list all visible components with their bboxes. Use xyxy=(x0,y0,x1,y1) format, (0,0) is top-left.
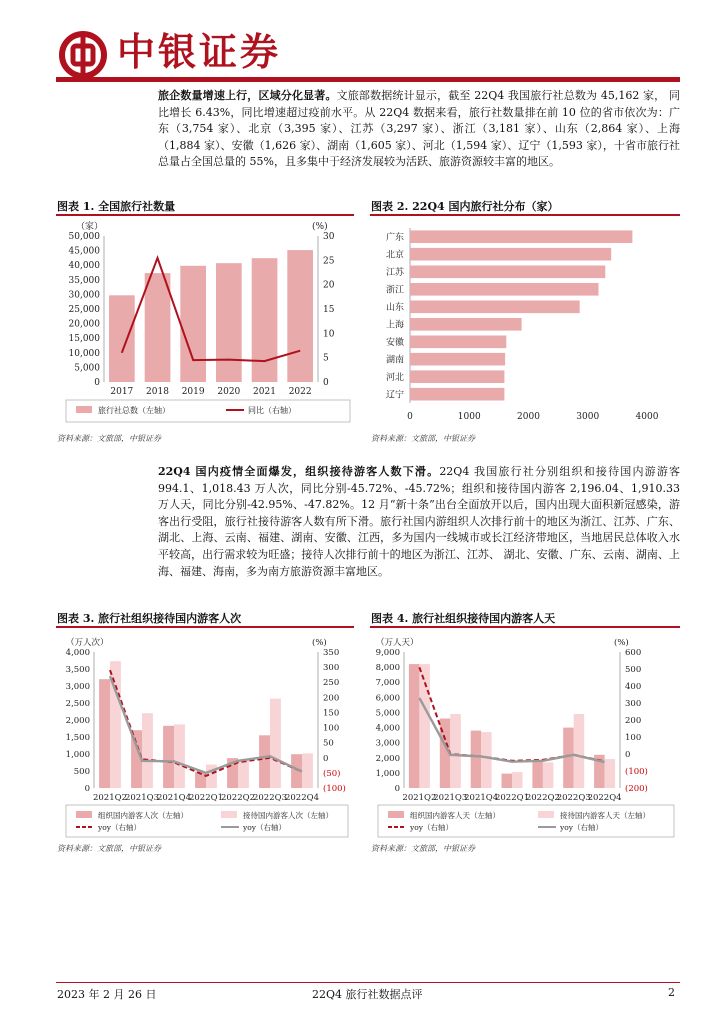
legend-swatch xyxy=(76,406,92,413)
left-tick-label: 3,000 xyxy=(65,682,90,692)
left-tick-label: 4,000 xyxy=(65,648,90,658)
bar-2 xyxy=(605,759,616,788)
x-tick-label: 2022Q2 xyxy=(525,793,560,803)
bank-of-china-logo-icon xyxy=(58,30,108,80)
right-tick-label: 400 xyxy=(625,682,642,692)
left-tick-label: 0 xyxy=(394,784,400,794)
left-tick-label: 50,000 xyxy=(68,232,100,242)
right-axis-unit: (%) xyxy=(312,222,328,232)
left-tick-label: 10,000 xyxy=(68,348,100,359)
right-tick-label: 30 xyxy=(323,232,335,242)
bar xyxy=(410,266,605,279)
category-label: 河北 xyxy=(385,372,404,383)
bar-2 xyxy=(574,714,585,788)
category-label: 广东 xyxy=(385,232,404,243)
left-tick-label: 3,000 xyxy=(375,738,400,749)
fig3-title: 图表 3. 旅行社组织接待国内游客人次 xyxy=(57,612,242,625)
paragraph-travel-agency-count xyxy=(158,88,680,171)
bar-1 xyxy=(216,263,242,382)
bar-2 xyxy=(543,762,554,788)
bar-1 xyxy=(471,731,482,788)
x-tick-label: 2021Q3 xyxy=(433,793,468,803)
bar-1 xyxy=(259,735,270,788)
category-label: 北京 xyxy=(385,250,404,261)
fig1-chart xyxy=(56,218,356,430)
left-tick-label: 1,500 xyxy=(65,733,90,743)
left-axis-unit: （万人天） xyxy=(376,638,419,648)
bar-1 xyxy=(532,762,543,788)
legend-label: 组织国内游客人天（左轴） xyxy=(410,811,500,820)
fig2-title-rule xyxy=(370,214,680,216)
x-tick-label: 2022Q4 xyxy=(587,793,622,803)
left-tick-label: 20,000 xyxy=(68,319,100,330)
bar-1 xyxy=(99,679,110,788)
right-tick-label: 250 xyxy=(323,678,340,689)
right-tick-label: 100 xyxy=(625,733,642,743)
legend-swatch xyxy=(388,811,404,818)
left-tick-label: 40,000 xyxy=(68,261,100,272)
bar xyxy=(410,248,611,261)
right-tick-label: 10 xyxy=(323,329,335,340)
left-tick-label: 2,500 xyxy=(65,699,90,709)
legend-swatch xyxy=(538,811,554,818)
category-label: 江苏 xyxy=(385,267,404,278)
paragraph-tourist-decline xyxy=(158,464,680,580)
footer-rule xyxy=(56,982,680,983)
legend-label: 同比（右轴） xyxy=(248,406,296,415)
x-tick-label: 2017 xyxy=(110,387,134,397)
x-tick-label: 4000 xyxy=(635,412,659,422)
right-tick-label: 200 xyxy=(625,716,642,726)
x-tick-label: 2021Q2 xyxy=(402,793,437,803)
x-tick-label: 2022Q2 xyxy=(220,793,256,803)
bar-2 xyxy=(174,724,185,788)
left-tick-label: 1,000 xyxy=(375,768,400,779)
paragraph-lead: 旅企数量增速上行，区域分化显著。 xyxy=(158,89,337,102)
bar xyxy=(410,370,504,383)
x-tick-label: 2022Q3 xyxy=(556,793,591,803)
bar-1 xyxy=(180,266,206,382)
right-tick-label: 300 xyxy=(323,663,340,674)
legend-label: yoy（右轴） xyxy=(560,823,603,832)
bar-1 xyxy=(502,774,513,788)
right-tick-label: (100) xyxy=(323,784,346,794)
category-label: 山东 xyxy=(385,302,404,313)
right-tick-label: 350 xyxy=(323,648,340,658)
legend-label: 旅行社总数（左轴） xyxy=(98,406,170,415)
bar-2 xyxy=(238,760,249,788)
footer-page-number: 2 xyxy=(668,986,675,999)
brand-name: 中银证券 xyxy=(117,30,282,74)
right-tick-label: 5 xyxy=(323,353,329,364)
right-tick-label: 20 xyxy=(323,280,335,291)
bar-2 xyxy=(302,753,313,788)
legend-label: 组织国内游客人次（左轴） xyxy=(98,811,188,820)
bar-1 xyxy=(109,295,135,382)
right-tick-label: 25 xyxy=(323,256,335,267)
fig3-source: 资料来源：文旅部，中银证券 xyxy=(57,844,161,853)
header-rule xyxy=(56,77,680,82)
fig1-title: 图表 1. 全国旅行社数量 xyxy=(57,200,176,213)
right-tick-label: 500 xyxy=(625,665,642,675)
x-tick-label: 2022Q4 xyxy=(284,793,320,803)
x-tick-label: 2021Q4 xyxy=(464,793,499,803)
x-tick-label: 2020 xyxy=(217,387,241,397)
left-tick-label: 35,000 xyxy=(68,275,100,286)
legend-label: 接待国内游客人次（左轴） xyxy=(243,811,333,820)
bar-2 xyxy=(450,714,461,788)
fig4-title: 图表 4. 旅行社组织接待国内游客人天 xyxy=(371,612,556,625)
x-tick-label: 2021Q4 xyxy=(156,793,192,803)
fig3-title-rule xyxy=(56,626,354,628)
left-tick-label: 4,000 xyxy=(375,723,400,734)
right-tick-label: 50 xyxy=(323,738,334,749)
bar xyxy=(410,353,505,366)
fig2-chart xyxy=(370,218,680,430)
x-tick-label: 3000 xyxy=(576,412,600,422)
category-label: 上海 xyxy=(385,320,404,331)
category-label: 湖南 xyxy=(385,355,404,366)
left-tick-label: 6,000 xyxy=(375,693,400,704)
right-tick-label: 150 xyxy=(323,708,340,719)
legend-swatch xyxy=(221,811,237,818)
left-tick-label: 9,000 xyxy=(375,648,400,658)
fig1-source: 资料来源：文旅部，中银证券 xyxy=(57,434,161,443)
right-tick-label: 15 xyxy=(323,305,335,315)
category-label: 安徽 xyxy=(385,337,404,348)
left-tick-label: 0 xyxy=(94,378,100,388)
x-tick-label: 2000 xyxy=(517,412,540,422)
right-axis-unit: (%) xyxy=(614,638,629,648)
left-tick-label: 5,000 xyxy=(74,363,100,374)
right-tick-label: 0 xyxy=(323,753,329,764)
legend-box xyxy=(378,805,674,837)
left-tick-label: 7,000 xyxy=(375,678,400,689)
left-tick-label: 45,000 xyxy=(68,246,100,257)
left-tick-label: 3,500 xyxy=(65,665,90,675)
category-label: 浙江 xyxy=(385,285,404,296)
right-tick-label: 600 xyxy=(625,648,642,658)
paragraph-body: 22Q4 我国旅行社分别组织和接待国内游游客 994.1、1,018.43 万人次，同比分别-45.72%、-45.72%；组织和接待国内游客 2,196.04、1,910.33 万人天，同比分别-42.95%、-47.82%。12 月“新十条”出台全面放开以后，国内出现大面积新冠感染，游客出行受阻，旅行社接待游客人数有所下滑。旅行社国内游组织人次排行前十的地区为浙江、江苏、广东、湖北、上海、云南、福建、湖南、安徽、江西，多为国内一线城市或长江经济带地区，当地居民总体收入水平较高，出行需求较为旺盛；接待人次排行前十的地区为浙江、江苏、 湖北、安徽、广东、云南、湖南、上海、福建、海南，多为南方旅游资源丰富地区。 xyxy=(158,465,681,578)
right-tick-label: (200) xyxy=(625,784,648,794)
paragraph-lead: 22Q4 国内疫情全面爆发，组织接待游客人数下滑。 xyxy=(158,465,440,478)
fig1-title-rule xyxy=(56,214,354,216)
bar-1 xyxy=(563,728,574,788)
left-tick-label: 2,000 xyxy=(375,753,400,764)
footer-document-title: 22Q4 旅行社数据点评 xyxy=(312,988,423,1001)
right-axis-unit: (%) xyxy=(312,638,327,648)
left-tick-label: 8,000 xyxy=(375,663,400,674)
bar-1 xyxy=(409,664,420,788)
paragraph-body: 文旅部数据统计显示，截至 22Q4 我国旅行社总数为 45,162 家， 同比增长 6.43%，同比增速超过疫前水平。从 22Q4 数据来看，旅行社数量排在前 10 位的省市依次为：广东（3,754 家）、北京（3,395 家）、江苏（3,297 家）、浙江（3,181 家）、山东（2,864 家）、上海（1,884 家）、安徽（1,626 家）、湖南（1,605 家）、河北（1,594 家）、辽宁（1,593 家），十省市旅行社总量占全国总量的 55%，且多集中于经济发展较为活跃、旅游资源较丰富的地区。 xyxy=(158,89,680,169)
bar xyxy=(410,318,522,331)
legend-label: yoy（右轴） xyxy=(98,823,141,832)
right-tick-label: (100) xyxy=(625,767,648,777)
bar-1 xyxy=(252,258,278,382)
left-tick-label: 0 xyxy=(84,784,90,794)
fig4-chart xyxy=(370,630,680,840)
footer-date: 2023 年 2 月 26 日 xyxy=(57,988,157,1001)
bar-2 xyxy=(142,713,153,788)
legend-label: 接待国内游客人天（左轴） xyxy=(560,811,650,820)
left-tick-label: 15,000 xyxy=(68,334,100,345)
left-tick-label: 25,000 xyxy=(68,305,100,315)
x-tick-label: 2021 xyxy=(253,387,276,397)
right-tick-label: 0 xyxy=(625,750,631,760)
x-tick-label: 2022Q3 xyxy=(252,793,288,803)
x-tick-label: 0 xyxy=(407,412,413,422)
right-tick-label: 300 xyxy=(625,699,642,709)
legend-label: yoy（右轴） xyxy=(410,823,453,832)
left-axis-unit: （万人次） xyxy=(66,638,109,648)
left-tick-label: 1,000 xyxy=(65,750,90,760)
left-tick-label: 500 xyxy=(73,767,90,777)
fig3-chart xyxy=(56,630,356,840)
x-tick-label: 2022 xyxy=(288,387,312,397)
x-tick-label: 2018 xyxy=(146,387,169,397)
bar-1 xyxy=(287,250,313,382)
left-tick-label: 30,000 xyxy=(68,290,100,301)
left-axis-unit: （家） xyxy=(76,222,104,232)
bar-1 xyxy=(145,273,171,382)
bar-2 xyxy=(512,772,523,788)
bar xyxy=(410,336,506,349)
fig2-source: 资料来源：文旅部，中银证券 xyxy=(371,434,475,443)
right-tick-label: (50) xyxy=(323,768,341,779)
right-tick-label: 100 xyxy=(323,723,340,734)
x-tick-label: 2019 xyxy=(181,387,205,397)
bar xyxy=(410,283,599,296)
fig4-source: 资料来源：文旅部，中银证券 xyxy=(371,844,475,853)
x-tick-label: 2022Q1 xyxy=(494,793,530,803)
bar xyxy=(410,301,580,314)
bar xyxy=(410,388,504,401)
legend-box xyxy=(66,805,348,837)
x-tick-label: 2021Q3 xyxy=(124,793,160,803)
right-tick-label: 200 xyxy=(323,693,340,704)
left-tick-label: 5,000 xyxy=(375,708,400,719)
legend-label: yoy（右轴） xyxy=(243,823,286,832)
right-tick-label: 0 xyxy=(323,378,329,388)
fig2-title: 图表 2. 22Q4 国内旅行社分布（家） xyxy=(371,200,559,213)
bar xyxy=(410,230,632,243)
bar-2 xyxy=(481,732,492,788)
x-tick-label: 1000 xyxy=(457,412,481,422)
x-tick-label: 2022Q1 xyxy=(188,793,224,803)
left-tick-label: 2,000 xyxy=(65,716,90,726)
category-label: 辽宁 xyxy=(385,390,404,401)
fig4-title-rule xyxy=(370,626,680,628)
x-tick-label: 2021Q2 xyxy=(92,793,128,803)
bar-2 xyxy=(270,699,281,788)
legend-swatch xyxy=(76,811,92,818)
bar-1 xyxy=(163,726,174,788)
